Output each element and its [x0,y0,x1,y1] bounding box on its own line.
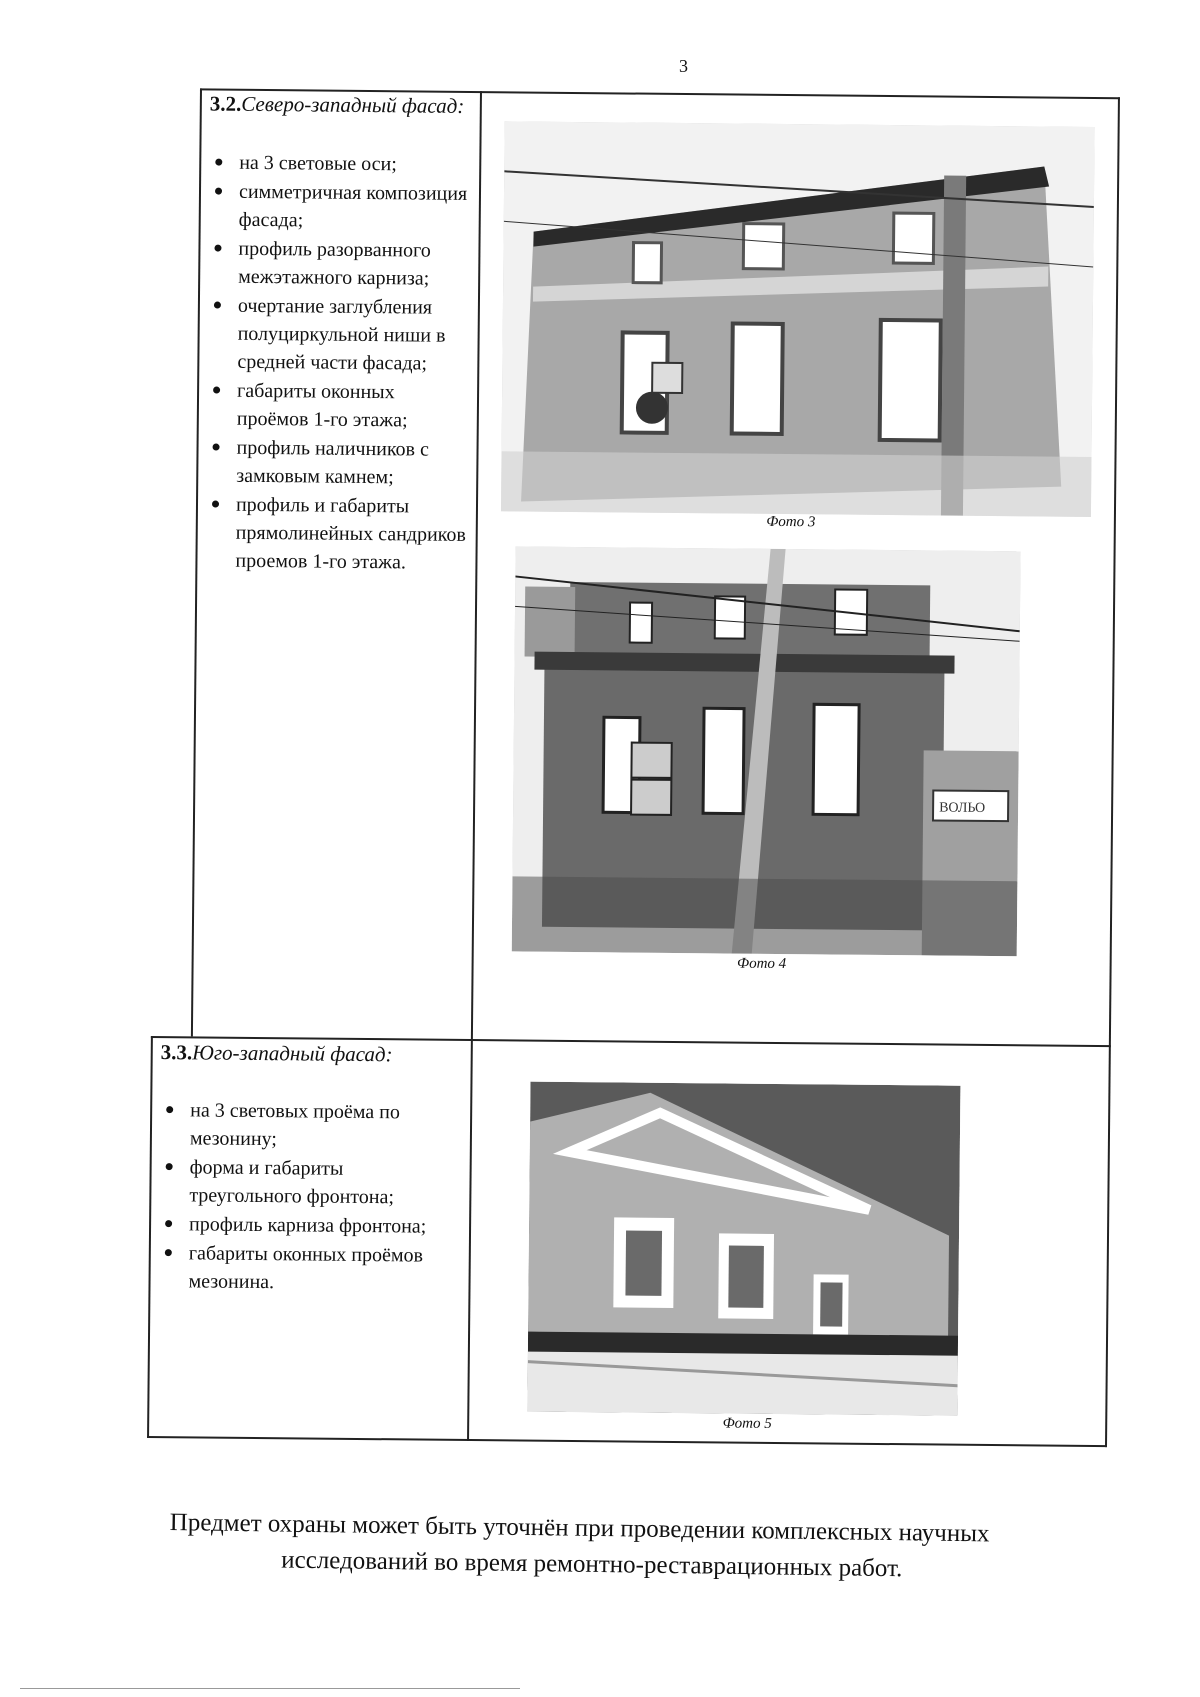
list-item: профиль и габариты прямолинейных сандриков проемов 1-го этажа. [207,490,468,576]
section-title: Юго-западный фасад: [192,1040,393,1067]
photo-4 [512,546,1021,956]
list-item: очертание заглубления полуциркульной ниши в средней части фасада; [209,291,470,377]
section-title: Северо-западный фасад: [241,91,465,118]
section-heading-northwest [210,91,465,118]
list-item: на 3 световых проёма по мезонину; [162,1096,453,1155]
list-item: профиль разорванного межэтажного карниза; [210,234,471,292]
section-heading-southwest [161,1040,393,1067]
photo-3 [501,121,1095,517]
photo-3-caption: Фото 3 [766,513,816,531]
footer-note [169,1505,1120,1590]
table-bottom-border [147,1436,1107,1447]
section-number: 3.2. [209,91,242,116]
northwest-feature-list [207,148,471,577]
list-item: габариты оконных проёмов мезонина. [160,1239,451,1298]
photo-4-caption: Фото 4 [736,955,787,973]
table-left-border [191,88,202,1036]
footer-line-1: Предмет охраны может быть уточнён при проведении комплексных научных [169,1508,990,1548]
table-right-border [1105,97,1120,1447]
photo-5-caption: Фото 5 [722,1415,772,1432]
table-left-border-lower [147,1036,153,1438]
photo-4-sign-text: ВОЛЬО [939,800,986,816]
list-item: профиль наличников с замковым камнем; [208,433,469,491]
list-item: на 3 световые оси; [211,148,471,178]
footer-line-2: исследований во время ремонтно-реставрационных работ. [281,1546,903,1583]
bottom-rule [20,1688,520,1689]
list-item: симметричная композиция фасада; [211,177,472,235]
section-number: 3.3. [160,1040,193,1065]
southwest-feature-list [160,1096,452,1299]
list-item: форма и габариты треугольного фронтона; [161,1153,452,1212]
preservation-table [146,88,1120,1517]
list-item: габариты оконных проёмов 1-го этажа; [209,376,470,434]
page-number: 3 [679,56,688,76]
photo-5 [527,1082,960,1416]
list-item: профиль карниза фронтона; [161,1210,451,1241]
